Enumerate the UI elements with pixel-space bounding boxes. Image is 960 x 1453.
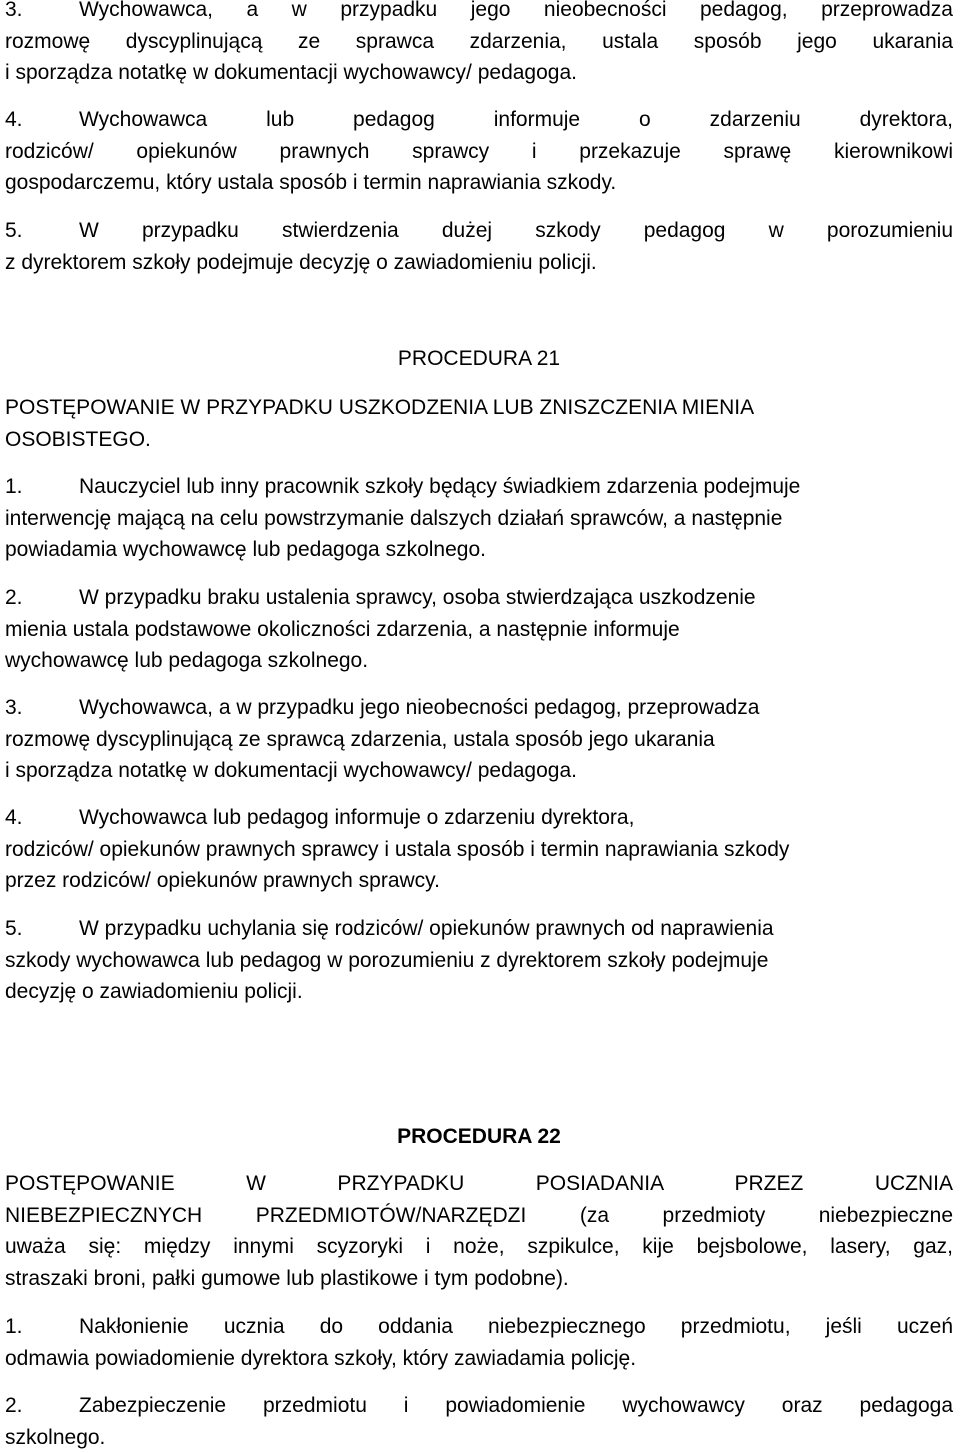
item-text: wychowawcę lub pedagoga szkolnego.: [5, 645, 953, 677]
item-text: interwencję mającą na celu powstrzymanie dalszych działań sprawców, a następnie: [5, 503, 953, 535]
procedure-22-item-1: [5, 1311, 953, 1374]
item-text: W przypadku braku ustalenia sprawcy, osoba stwierdzająca uszkodzenie: [79, 586, 756, 609]
item-number: 1.: [5, 471, 79, 503]
procedure-21-title: PROCEDURA 21: [5, 343, 953, 375]
procedure-21-item-3: [5, 692, 953, 787]
item-text: odmawia powiadomienie dyrektora szkoły, który zawiadamia policję.: [5, 1343, 953, 1375]
heading-line: straszaki broni, pałki gumowe lub plastikowe i tym podobne).: [5, 1263, 953, 1295]
item-number: 5.: [5, 913, 79, 945]
heading-line: OSOBISTEGO.: [5, 424, 953, 456]
item-number: 5.: [5, 215, 79, 247]
item-number: 2.: [5, 1390, 79, 1422]
item-number: 4.: [5, 802, 79, 834]
item-text: Wychowawca lub pedagog informuje o zdarzeniu dyrektora,: [79, 806, 634, 829]
heading-line: NIEBEZPIECZNYCH PRZEDMIOTÓW/NARZĘDZI (za przedmioty niebezpieczne: [5, 1200, 953, 1232]
item-text: z dyrektorem szkoły podejmuje decyzję o zawiadomieniu policji.: [5, 247, 953, 279]
top-item-4: [5, 104, 953, 199]
item-number: 4.: [5, 104, 79, 136]
procedure-21-item-5: [5, 913, 953, 1008]
item-number: 1.: [5, 1311, 79, 1343]
item-text: W przypadku uchylania się rodziców/ opiekunów prawnych od naprawienia: [79, 917, 774, 940]
procedure-21-item-2: [5, 582, 953, 677]
heading-line: uważa się: między innymi scyzoryki i noże, szpikulce, kije bejsbolowe, lasery, gaz,: [5, 1231, 953, 1263]
item-text: mienia ustala podstawowe okoliczności zdarzenia, a następnie informuje: [5, 614, 953, 646]
item-text: szkody wychowawca lub pedagog w porozumieniu z dyrektorem szkoły podejmuje: [5, 945, 953, 977]
procedure-22-item-2: [5, 1390, 953, 1453]
item-text: szkolnego.: [5, 1422, 953, 1453]
item-text: i sporządza notatkę w dokumentacji wychowawcy/ pedagoga.: [5, 57, 953, 89]
item-text: Zabezpieczenie przedmiotu i powiadomienie wychowawcy oraz pedagoga: [79, 1394, 953, 1417]
top-item-3: [5, 0, 953, 89]
top-item-5: [5, 215, 953, 278]
procedure-21-item-1: [5, 471, 953, 566]
procedure-22-title: PROCEDURA 22: [5, 1121, 953, 1153]
item-text: gospodarczemu, który ustala sposób i termin naprawiania szkody.: [5, 167, 953, 199]
item-number: 2.: [5, 582, 79, 614]
item-text: Wychowawca, a w przypadku jego nieobecności pedagog, przeprowadza: [79, 696, 759, 719]
item-text: W przypadku stwierdzenia dużej szkody pedagog w porozumieniu: [79, 219, 953, 242]
item-number: 3.: [5, 692, 79, 724]
item-text: Wychowawca lub pedagog informuje o zdarzeniu dyrektora,: [79, 108, 953, 131]
procedure-21-heading: [5, 392, 953, 455]
item-text: rodziców/ opiekunów prawnych sprawcy i ustala sposób i termin naprawiania szkody: [5, 834, 953, 866]
item-text: Wychowawca, a w przypadku jego nieobecności pedagog, przeprowadza: [79, 0, 953, 21]
item-text: i sporządza notatkę w dokumentacji wychowawcy/ pedagoga.: [5, 755, 953, 787]
procedure-21-item-4: [5, 802, 953, 897]
item-text: Nakłonienie ucznia do oddania niebezpiecznego przedmiotu, jeśli uczeń: [79, 1315, 953, 1338]
item-text: rodziców/ opiekunów prawnych sprawcy i przekazuje sprawę kierownikowi: [5, 136, 953, 168]
item-text: przez rodziców/ opiekunów prawnych sprawcy.: [5, 865, 953, 897]
item-text: rozmowę dyscyplinującą ze sprawca zdarzenia, ustala sposób jego ukarania: [5, 26, 953, 58]
item-text: powiadamia wychowawcę lub pedagoga szkolnego.: [5, 534, 953, 566]
item-text: Nauczyciel lub inny pracownik szkoły będący świadkiem zdarzenia podejmuje: [79, 475, 800, 498]
procedure-22-heading: [5, 1168, 953, 1294]
heading-line: POSTĘPOWANIE W PRZYPADKU USZKODZENIA LUB ZNISZCZENIA MIENIA: [5, 392, 953, 424]
item-text: rozmowę dyscyplinującą ze sprawcą zdarzenia, ustala sposób jego ukarania: [5, 724, 953, 756]
item-number: 3.: [5, 0, 79, 26]
item-text: decyzję o zawiadomieniu policji.: [5, 976, 953, 1008]
heading-line: POSTĘPOWANIE W PRZYPADKU POSIADANIA PRZEZ UCZNIA: [5, 1168, 953, 1200]
